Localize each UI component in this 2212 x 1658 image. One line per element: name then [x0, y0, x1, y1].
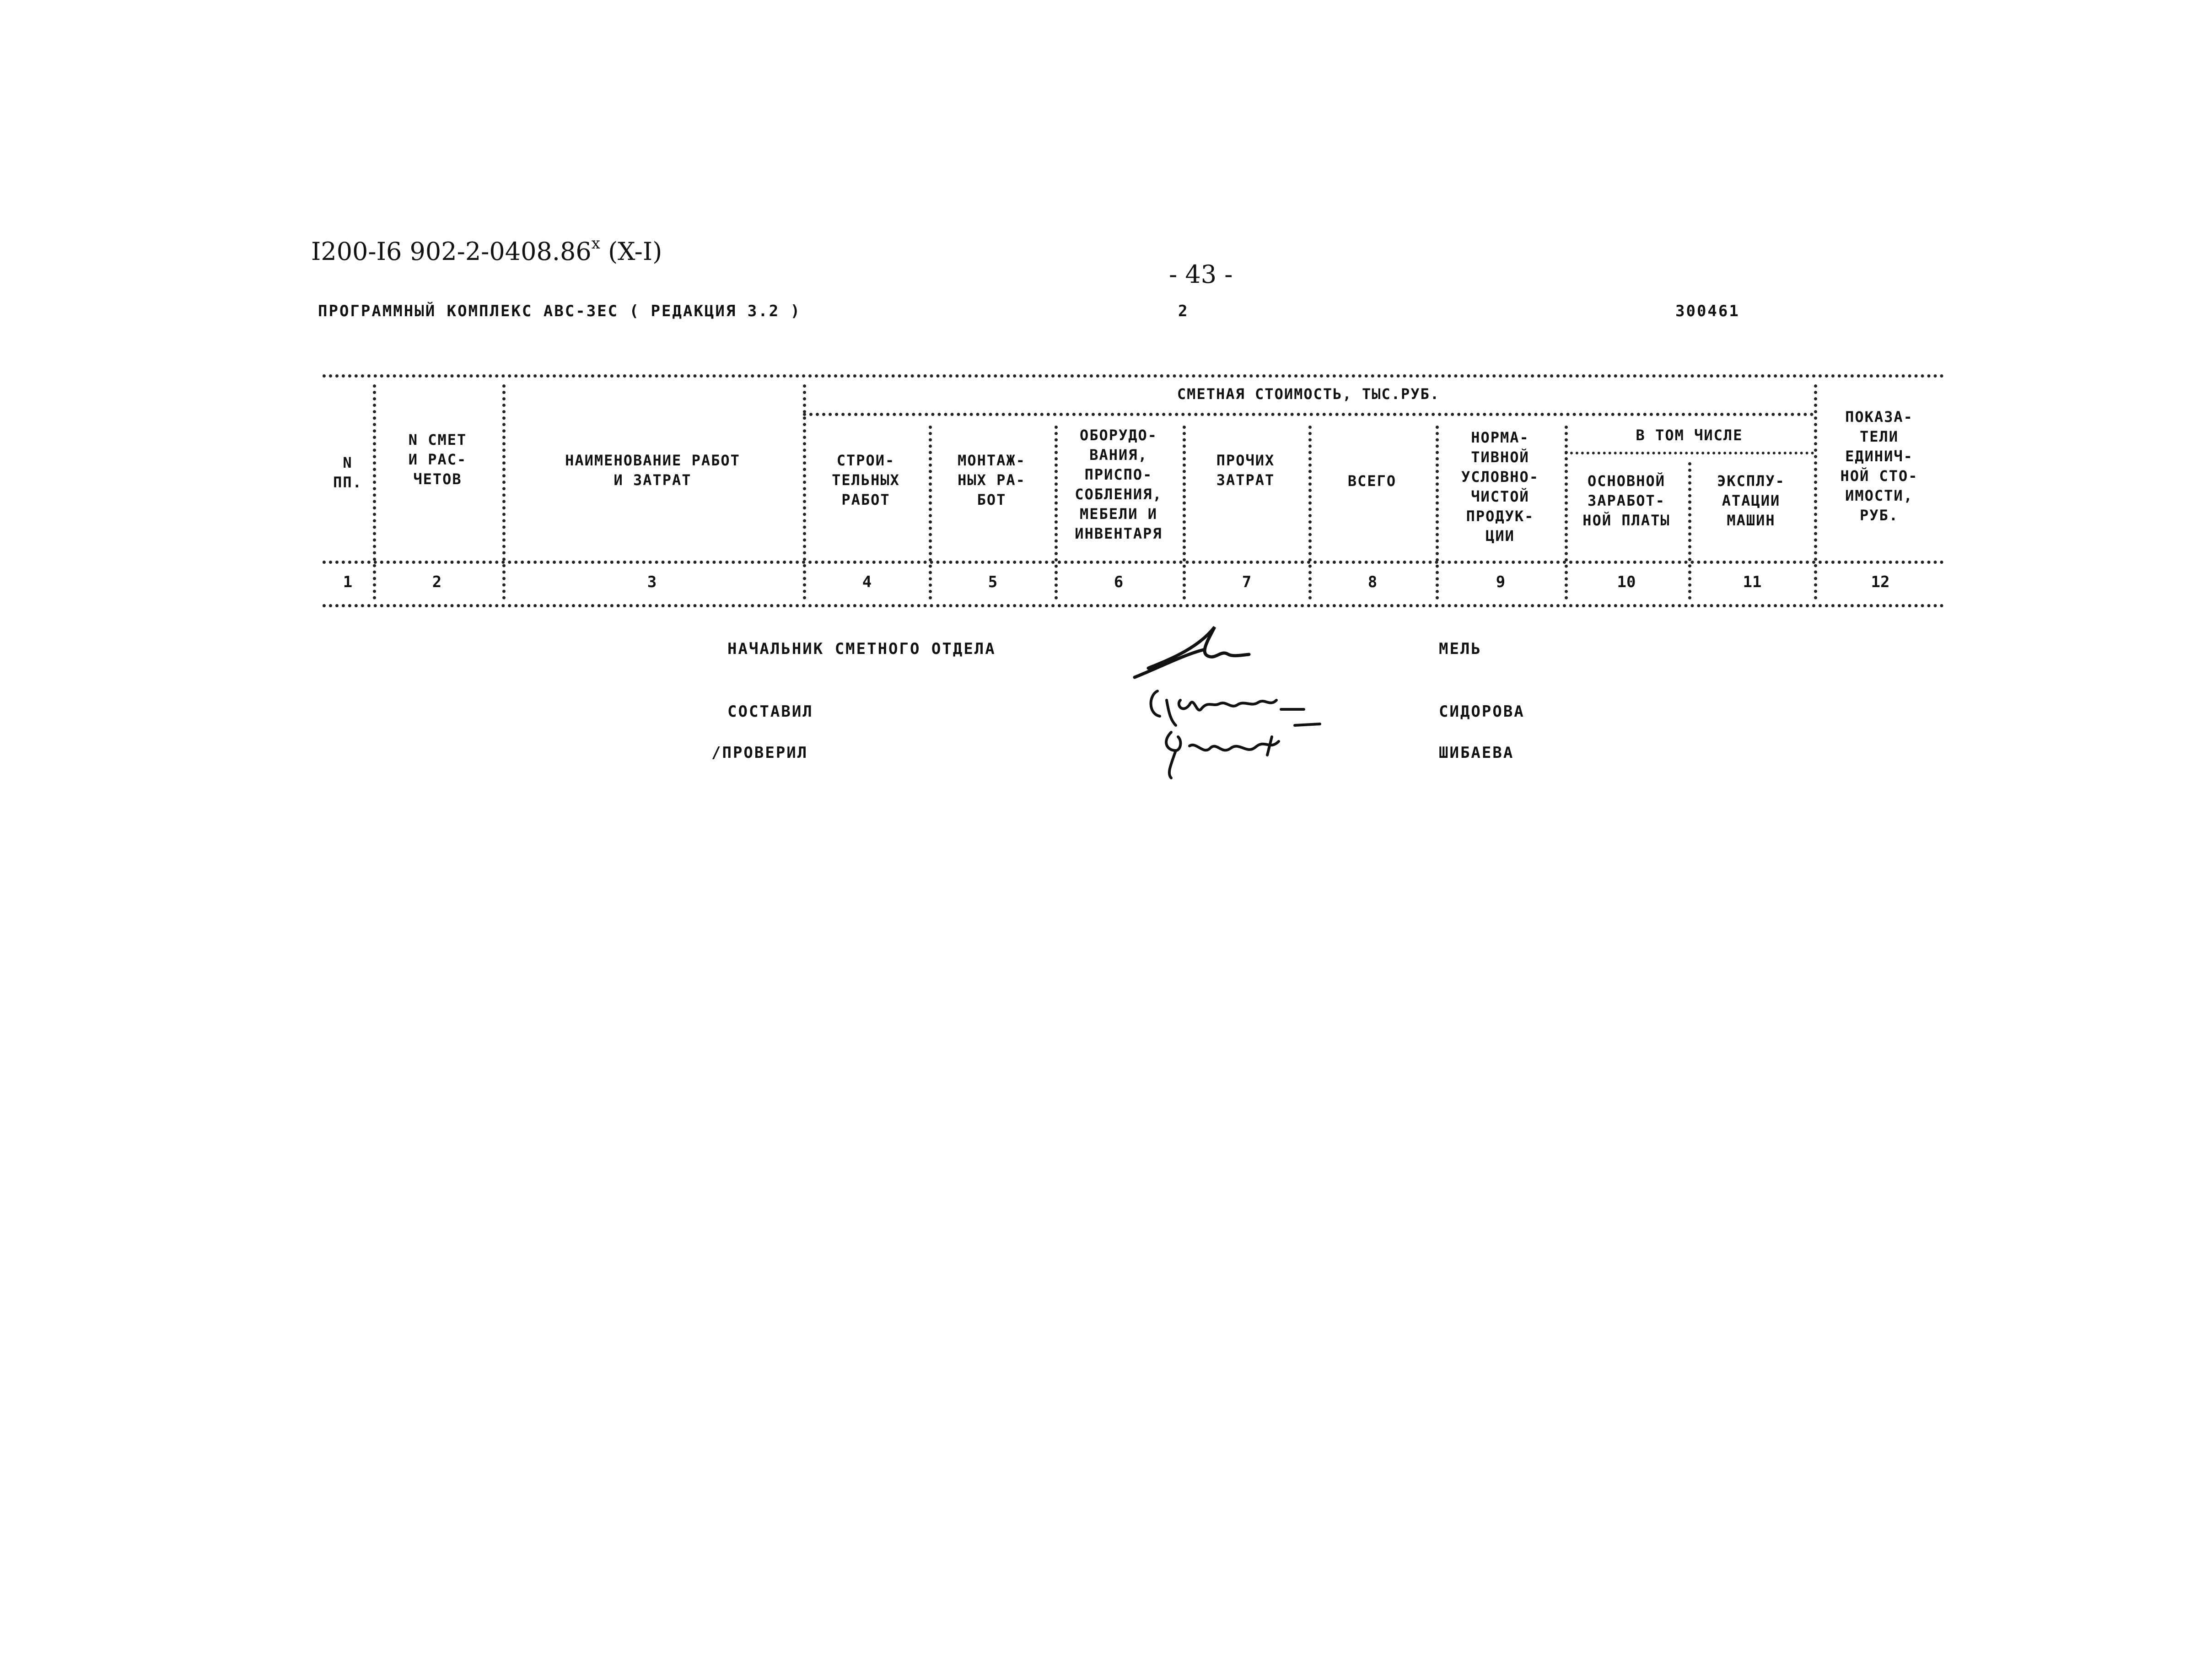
- subgroup-rule: [1565, 452, 1814, 454]
- column-header: НОРМА- ТИВНОЙ УСЛОВНО- ЧИСТОЙ ПРОДУК- ЦИИ: [1461, 429, 1539, 545]
- sheet-number: 2: [1178, 302, 1188, 320]
- column-header: ВСЕГО: [1347, 472, 1397, 490]
- signature-role: СОСТАВИЛ: [727, 702, 813, 721]
- signature-role: /ПРОВЕРИЛ: [711, 744, 808, 762]
- column-divider: [1308, 426, 1312, 599]
- column-divider: [502, 384, 506, 599]
- column-header: МОНТАЖ- НЫХ РА- БОТ: [958, 452, 1026, 508]
- table-top-rule: [323, 374, 1944, 378]
- column-number: 5: [988, 573, 998, 591]
- document-code: I200-I6 902-2-0408.86$^x$ (X-I): [311, 234, 662, 266]
- group-rule: [803, 413, 1814, 416]
- page-number: - 43 -: [1169, 260, 1233, 289]
- column-number: 4: [862, 573, 872, 591]
- signature-role: НАЧАЛЬНИК СМЕТНОГО ОТДЕЛА: [727, 640, 996, 658]
- signature-name: МЕЛЬ: [1439, 640, 1482, 658]
- column-number: 2: [432, 573, 442, 591]
- column-header: ПРОЧИХ ЗАТРАТ: [1216, 452, 1275, 489]
- group-header: СМЕТНАЯ СТОИМОСТЬ, ТЫС.РУБ.: [1177, 385, 1440, 403]
- document-id: 300461: [1675, 302, 1740, 320]
- column-number: 11: [1743, 573, 1762, 591]
- column-number: 9: [1496, 573, 1506, 591]
- signature-scribble: [1130, 622, 1267, 686]
- program-line: ПРОГРАММНЫЙ КОМПЛЕКС АВС-3ЕС ( РЕДАКЦИЯ 3.2 ): [318, 302, 802, 320]
- column-number: 1: [343, 573, 353, 591]
- column-header: ЭКСПЛУ- АТАЦИИ МАШИН: [1717, 472, 1785, 529]
- column-header: ПОКАЗА- ТЕЛИ ЕДИНИЧ- НОЙ СТО- ИМОСТИ, РУБ.: [1840, 408, 1918, 524]
- column-number: 8: [1367, 573, 1378, 591]
- column-header: СТРОИ- ТЕЛЬНЫХ РАБОТ: [832, 452, 900, 508]
- column-header: ОСНОВНОЙ ЗАРАБОТ- НОЙ ПЛАТЫ: [1582, 472, 1670, 529]
- column-header: ОБОРУДО- ВАНИЯ, ПРИСПО- СОБЛЕНИЯ, МЕБЕЛИ И ИНВЕНТАРЯ: [1075, 427, 1163, 542]
- column-header: N ПП.: [333, 454, 362, 491]
- subgroup-header: В ТОМ ЧИСЛЕ: [1636, 427, 1743, 444]
- table-bottom-rule: [323, 604, 1944, 607]
- column-number: 10: [1617, 573, 1636, 591]
- column-divider: [373, 384, 376, 599]
- column-number: 6: [1114, 573, 1124, 591]
- signature-name: СИДОРОВА: [1439, 702, 1525, 721]
- column-number: 7: [1242, 573, 1252, 591]
- column-number: 3: [647, 573, 657, 591]
- column-number: 12: [1871, 573, 1890, 591]
- column-header: НАИМЕНОВАНИЕ РАБОТ И ЗАТРАТ: [565, 452, 740, 489]
- header-bottom-rule: [323, 561, 1944, 564]
- column-header: N СМЕТ И РАС- ЧЕТОВ: [408, 431, 467, 488]
- signature-scribble: [1153, 723, 1304, 787]
- signature-name: ШИБАЕВА: [1439, 744, 1514, 762]
